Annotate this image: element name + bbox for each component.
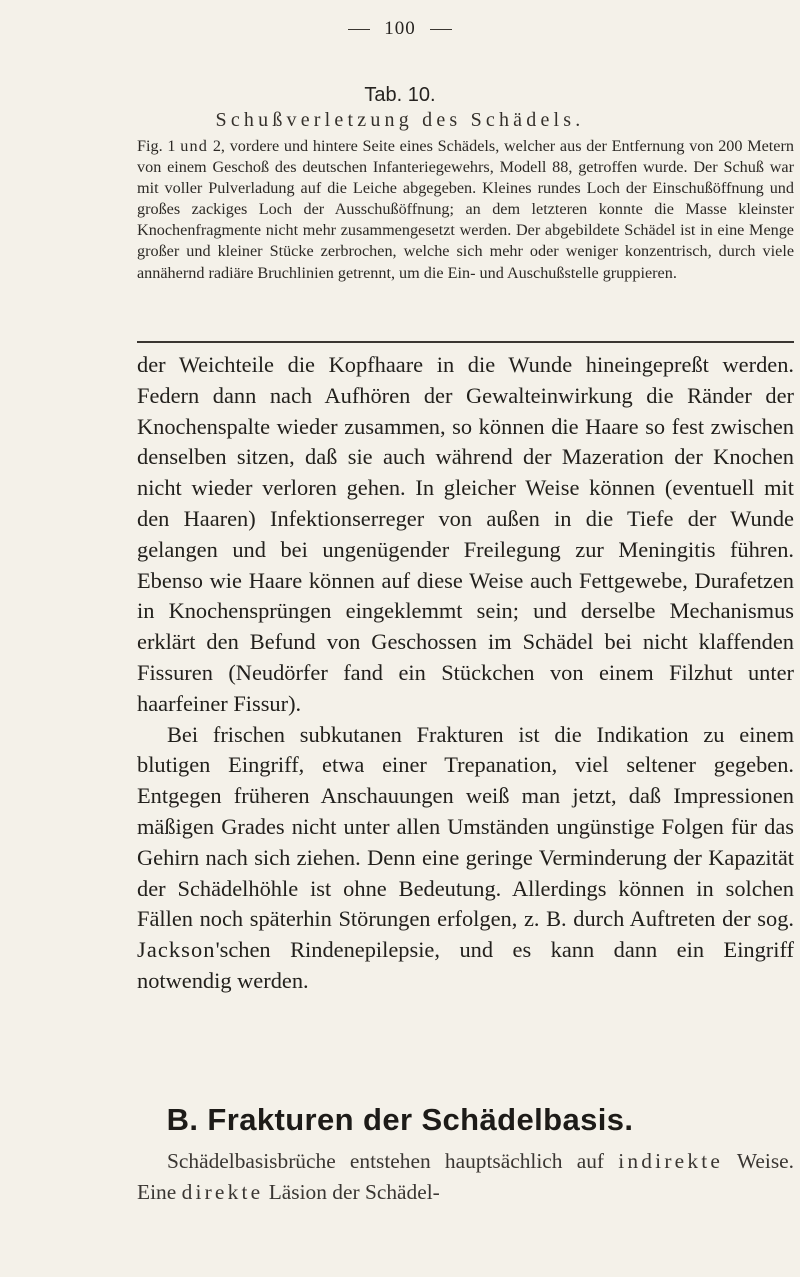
caption-fig-prefix: Fig. 1 (137, 137, 176, 155)
caption-divider (137, 341, 794, 343)
caption-text: 2, vordere und hintere Seite eines Schädels, welcher aus der Entfernung von 200 Metern von einem Geschoß des deutschen Infanteriegewehrs, Modell 88, getroffen wurde. Der Schuß war mit voller Pulverladung auf die Leiche abgegeben. Kleines rundes Loch der Einschußöffnung und großes zackiges Loch der Ausschußöffnung; an dem letzteren konnte die Masse kleinster Knochenfragmente nicht mehr zusammengesetzt werden. Der abgebildete Schädel ist in eine Menge großer und kleiner Stücke zerbrochen, welche sich mehr oder weniger konzentrisch, durch viele annähernd radiäre Bruchlinien getrennt, um die Ein- und Auschußstelle gruppieren. (137, 137, 794, 282)
page-number: 100 (384, 18, 416, 39)
plate-caption (137, 136, 794, 284)
section-intro (137, 1146, 794, 1207)
body-text (137, 350, 794, 997)
emphasis-text: indirekte (618, 1149, 724, 1173)
person-name: Jackson (137, 937, 216, 963)
plate-title: Schußverletzung des Schädels. (215, 109, 585, 131)
header-dash-right (430, 29, 452, 30)
paragraph-text: 'schen Rindenepilepsie, und es kann dann ein Eingriff notwendig werden. (137, 937, 794, 993)
section-text: Weise. Eine (137, 1149, 794, 1204)
section-text: Schädelbasisbrüche entstehen hauptsächlich auf (167, 1149, 605, 1173)
plate-label: Tab. 10. (364, 84, 436, 106)
header-dash-left (348, 29, 370, 30)
page-header (0, 18, 800, 40)
paragraph-text: Bei frischen subkutanen Frakturen ist die Indikation zu einem blutigen Eingriff, etwa einer Trepanation, viel seltener gegeben. Entgegen früheren Anschauungen weiß man jetzt, daß Impressionen mäßigen Grades nicht unter allen Umständen ungünstige Folgen für das Gehirn nach sich ziehen. Denn eine geringe Verminderung der Kapazität der Schädelhöhle ist ohne Bedeutung. Allerdings können in solchen Fällen noch späterhin Störungen erfolgen, z. B. durch Auftreten der sog. (137, 721, 794, 932)
paragraph: der Weichteile die Kopfhaare in die Wunde hineingepreßt werden. Federn dann nach Aufhören der Gewalteinwirkung die Ränder der Knochenspalte wieder zusammen, so können die Haare so fest zwischen denselben sitzen, daß sie auch während der Mazeration der Knochen nicht wieder verloren gehen. In gleicher Weise können (eventuell mit den Haaren) Infektionserreger von außen in die Tiefe der Wunde gelangen und bei ungenügender Freilegung zur Meningitis führen. Ebenso wie Haare können auf diese Weise auch Fettgewebe, Durafetzen in Knochensprüngen eingeklemmt sein; und derselbe Mechanismus erklärt den Befund von Geschossen im Schädel bei nicht klaffenden Fissuren (Neudörfer fand ein Stückchen von einem Filzhut unter haarfeiner Fissur). (137, 352, 794, 716)
section-text: Läsion der Schädel- (268, 1179, 440, 1204)
paragraph (137, 720, 794, 997)
caption-und: und (180, 137, 209, 155)
emphasis-text: direkte (181, 1179, 264, 1204)
section-heading: B. Frakturen der Schädelbasis. (166, 1102, 634, 1137)
